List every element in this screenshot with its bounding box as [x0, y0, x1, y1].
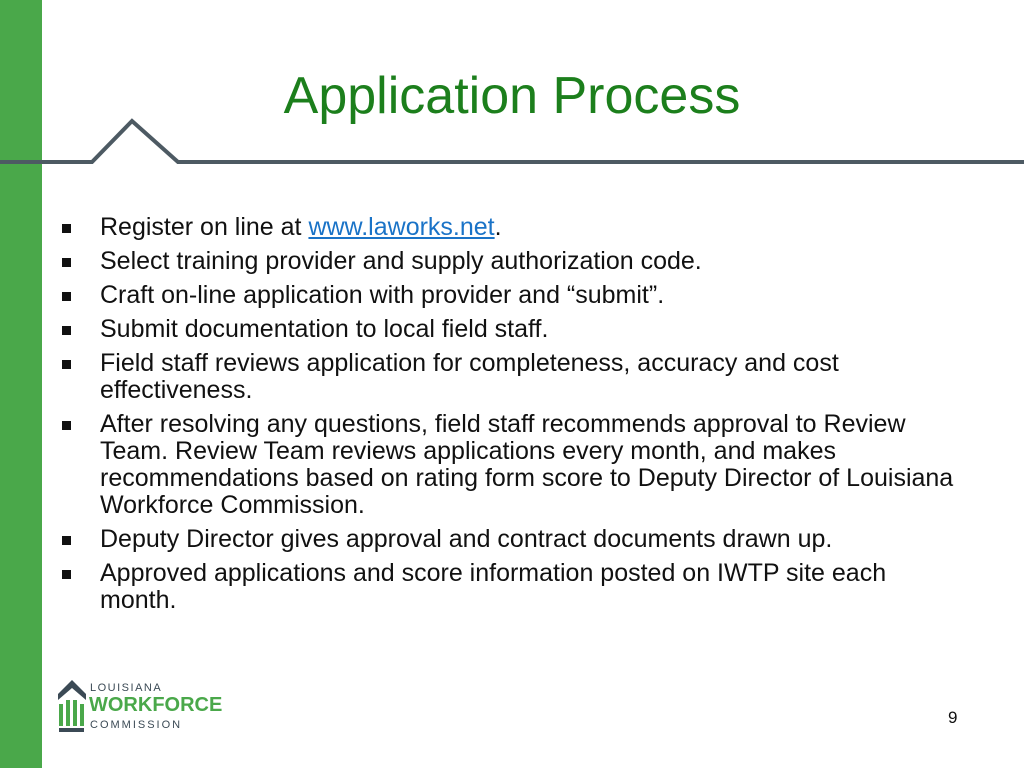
bullet-text: Submit documentation to local field staff.	[100, 315, 549, 343]
list-item	[62, 350, 962, 404]
title-rule	[0, 110, 1024, 170]
bullet-suffix: .	[494, 213, 502, 241]
bullet-text: Approved applications and score information posted on IWTP site each month.	[100, 559, 887, 614]
laworks-link[interactable]: www.laworks.net	[308, 213, 495, 241]
list-item	[62, 248, 962, 275]
bullet-text: Field staff reviews application for completeness, accuracy and cost effectiveness.	[100, 349, 839, 404]
list-item	[62, 316, 962, 343]
logo-line-louisiana: LOUISIANA	[90, 682, 163, 694]
bullet-list	[62, 214, 962, 621]
bullet-text: Register on line at	[100, 213, 309, 241]
square-bullet-icon	[62, 536, 71, 545]
bullet-text: Craft on-line application with provider and “submit”.	[100, 281, 665, 309]
square-bullet-icon	[62, 421, 71, 430]
lwc-logo	[58, 678, 223, 736]
logo-line-commission: COMMISSION	[90, 719, 183, 731]
square-bullet-icon	[62, 224, 71, 233]
lwc-logo-mark-icon	[58, 678, 86, 734]
bullet-text: After resolving any questions, field staff recommends approval to Review Team. Review Team reviews applications every month, and makes recommendations based on rating form score to Deputy Director of Louisiana Workforce Commission.	[100, 410, 954, 519]
slide-title: Application Process	[283, 67, 741, 125]
logo-line-workforce: WORKFORCE	[89, 694, 223, 716]
list-item	[62, 411, 962, 519]
square-bullet-icon	[62, 292, 71, 301]
list-item	[62, 282, 962, 309]
square-bullet-icon	[62, 258, 71, 267]
bullet-text: Select training provider and supply authorization code.	[100, 247, 702, 275]
list-item	[62, 214, 962, 241]
list-item	[62, 526, 962, 553]
page-number: 9	[948, 708, 958, 727]
bullet-text: Deputy Director gives approval and contract documents drawn up.	[100, 525, 833, 553]
square-bullet-icon	[62, 570, 71, 579]
list-item	[62, 560, 962, 614]
square-bullet-icon	[62, 360, 71, 369]
square-bullet-icon	[62, 326, 71, 335]
